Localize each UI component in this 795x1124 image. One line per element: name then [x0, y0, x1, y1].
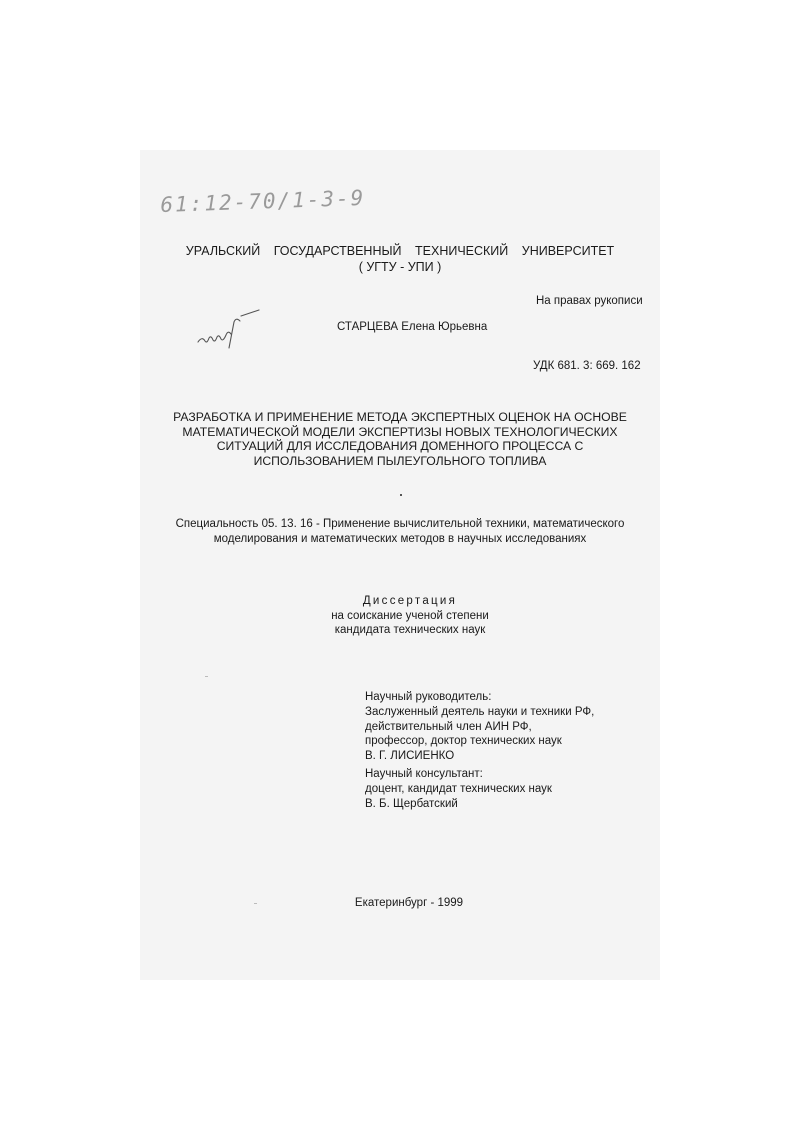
dissertation-title: [140, 410, 660, 468]
university-name: УРАЛЬСКИЙ ГОСУДАРСТВЕННЫЙ ТЕХНИЧЕСКИЙ УНИВЕРСИТЕТ: [185, 244, 615, 258]
title-line: МАТЕМАТИЧЕСКОЙ МОДЕЛИ ЭКСПЕРТИЗЫ НОВЫХ ТЕХНОЛОГИЧЕСКИХ: [182, 424, 618, 439]
specialty-line: Специальность 05. 13. 16 - Применение вычислительной техники, математического: [175, 518, 625, 530]
consultant-label: Научный консультант:: [365, 768, 483, 780]
supervisor-title: Заслуженный деятель науки и техники РФ,: [365, 705, 595, 718]
dissertation-heading: Диссертация: [362, 595, 458, 607]
supervisor-title: профессор, доктор технических наук: [365, 735, 562, 748]
degree-line: кандидата технических наук: [334, 624, 486, 636]
dissertation-block: [140, 594, 680, 638]
title-line: СИТУАЦИЙ ДЛЯ ИССЛЕДОВАНИЯ ДОМЕННОГО ПРОЦЕССА С: [216, 439, 584, 453]
city-year: Екатеринбург - 1999: [354, 897, 464, 909]
title-line: ИСПОЛЬЗОВАНИЕМ ПЫЛЕУГОЛЬНОГО ТОПЛИВА: [253, 453, 547, 468]
supervisor-label: Научный руководитель:: [365, 691, 492, 703]
specialty-line: моделирования и математических методов в научных исследованиях: [213, 532, 587, 545]
author-name: СТАРЦЕВА Елена Юрьевна: [337, 321, 488, 333]
supervisor-block: [365, 690, 594, 764]
signature: [195, 308, 265, 356]
consultant-name: В. Б. Щербатский: [365, 797, 458, 810]
library-stamp-number: 61:12-70/1-3-9: [160, 185, 366, 217]
university-header: [140, 243, 660, 275]
supervisor-name: В. Г. ЛИСИЕНКО: [365, 750, 455, 763]
specialty-block: [140, 517, 660, 546]
udk-code: УДК 681. 3: 669. 162: [533, 360, 641, 372]
scan-speck: [205, 676, 208, 677]
manuscript-rights-note: На правах рукописи: [536, 295, 643, 307]
scan-dot: [400, 494, 402, 496]
title-line: РАЗРАБОТКА И ПРИМЕНЕНИЕ МЕТОДА ЭКСПЕРТНЫХ ОЦЕНОК НА ОСНОВЕ: [173, 410, 627, 424]
supervisor-title: действительный член АИН РФ,: [365, 720, 532, 733]
consultant-block: [365, 767, 552, 811]
degree-line: на соискание ученой степени: [331, 609, 489, 622]
university-abbreviation: ( УГТУ - УПИ ): [358, 260, 442, 274]
consultant-title: доцент, кандидат технических наук: [365, 782, 552, 795]
